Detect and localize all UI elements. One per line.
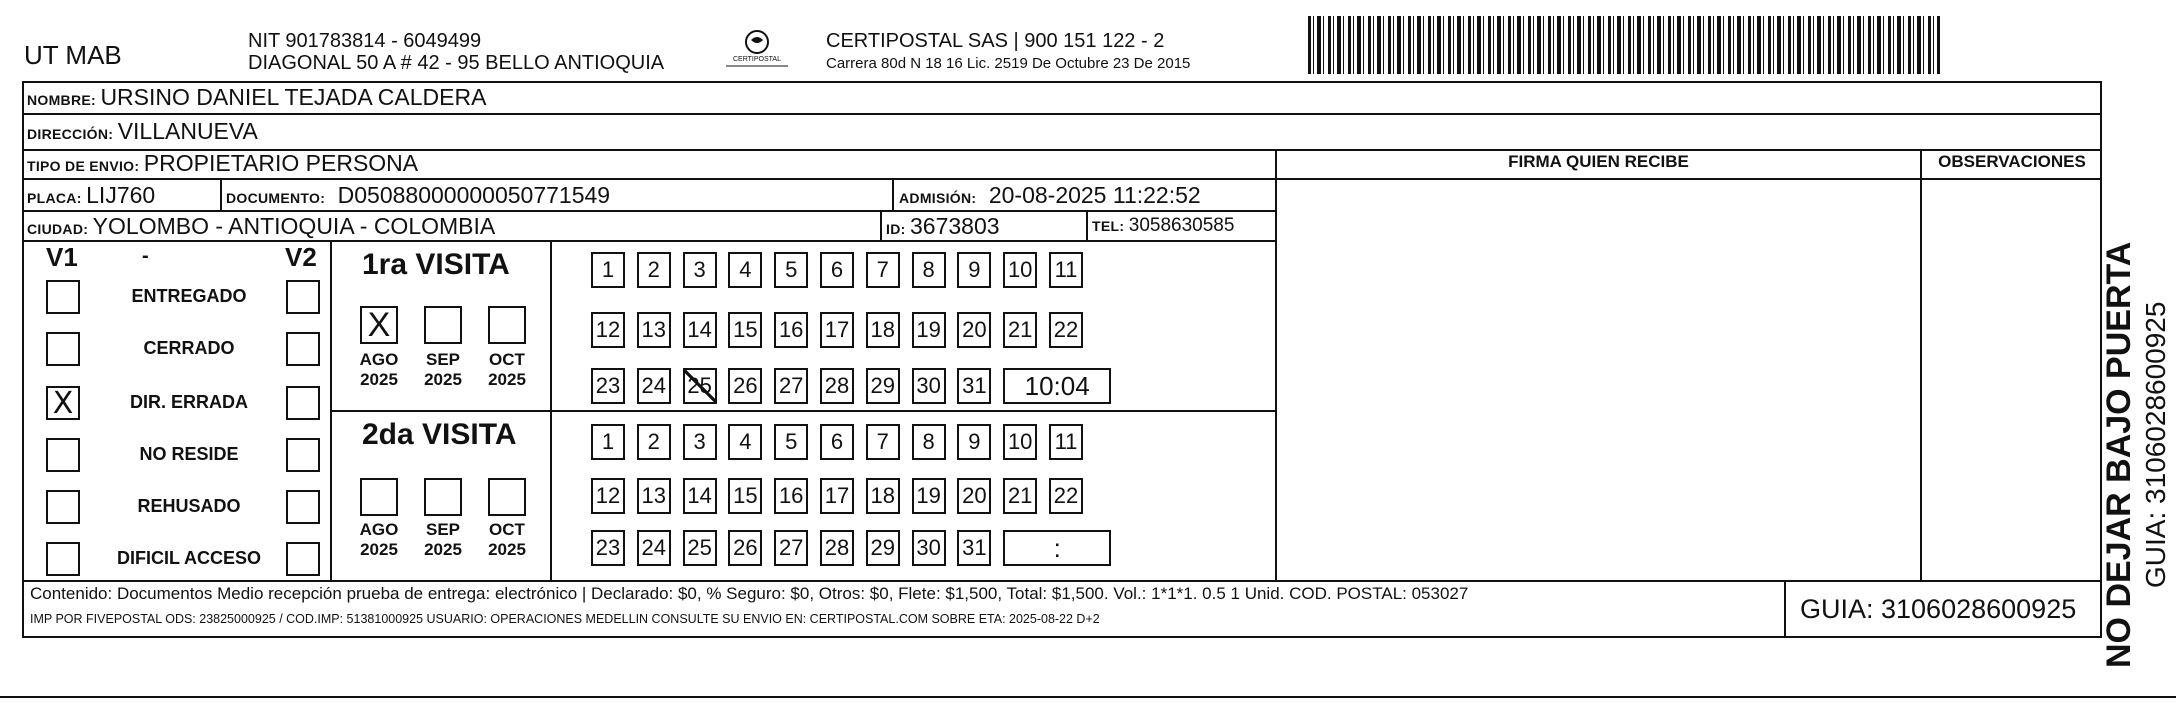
id-label: ID:: [886, 221, 906, 237]
status-label: DIFICIL ACCESO: [116, 548, 261, 568]
month-name: SEP: [425, 350, 461, 369]
day-box[interactable]: 12: [591, 312, 625, 348]
month-label: [350, 520, 408, 560]
month-year: 2025: [488, 370, 526, 389]
id-value: 3673803: [910, 213, 1000, 239]
day-box[interactable]: 13: [637, 478, 671, 514]
admision-label: ADMISIÓN:: [899, 190, 977, 206]
month-checkbox[interactable]: [488, 306, 526, 344]
v2-checkbox[interactable]: [286, 332, 320, 366]
documento-row: [226, 182, 610, 209]
day-box[interactable]: 16: [774, 312, 808, 348]
v2-checkbox[interactable]: [286, 438, 320, 472]
day-box[interactable]: 19: [912, 312, 946, 348]
certipostal-logo: [722, 28, 792, 76]
row-divider: [22, 580, 2102, 582]
tel-label: TEL:: [1092, 218, 1125, 234]
ciudad-value: YOLOMBO - ANTIOQUIA - COLOMBIA: [92, 213, 496, 239]
status-label: DIR. ERRADA: [129, 392, 248, 412]
day-box[interactable]: 4: [728, 424, 762, 460]
ciudad-label: CIUDAD:: [27, 221, 89, 237]
col-divider: [880, 211, 882, 241]
day-box[interactable]: 11: [1049, 252, 1083, 288]
day-box[interactable]: 27: [774, 368, 808, 404]
day-box[interactable]: 26: [728, 368, 762, 404]
day-box[interactable]: 26: [728, 530, 762, 566]
month-checkbox[interactable]: [360, 478, 398, 516]
day-box[interactable]: 3: [683, 252, 717, 288]
day-box[interactable]: 24: [637, 368, 671, 404]
day-box[interactable]: 15: [728, 312, 762, 348]
day-box[interactable]: 11: [1049, 424, 1083, 460]
day-box[interactable]: 10: [1003, 424, 1037, 460]
v1-checkbox[interactable]: [46, 332, 80, 366]
placa-label: PLACA:: [27, 190, 82, 206]
day-box[interactable]: 27: [774, 530, 808, 566]
id-row: [886, 213, 1000, 240]
status-label: NO RESIDE: [139, 444, 239, 464]
visita2-title: 2da VISITA: [362, 418, 517, 451]
company-name: UT MAB: [24, 40, 122, 70]
v1-checkbox[interactable]: [46, 490, 80, 524]
direccion-row: [27, 118, 258, 145]
day-box[interactable]: 6: [820, 424, 854, 460]
month-year: 2025: [424, 540, 462, 559]
row-divider: [1277, 178, 2102, 180]
day-box[interactable]: 31: [957, 368, 991, 404]
day-box[interactable]: 17: [820, 312, 854, 348]
day-box[interactable]: 7: [866, 252, 900, 288]
month-name: AGO: [359, 520, 399, 539]
day-box[interactable]: 20: [957, 478, 991, 514]
col-divider: [1086, 211, 1088, 241]
col-divider: [1920, 150, 1922, 581]
col-divider: [892, 179, 894, 211]
v2-checkbox[interactable]: [286, 386, 320, 420]
nombre-value: URSINO DANIEL TEJADA CALDERA: [100, 84, 487, 110]
nit-text: NIT 901783814 - 6049499: [248, 30, 482, 52]
month-label: [478, 350, 536, 390]
day-box[interactable]: 22: [1049, 478, 1083, 514]
documento-label: DOCUMENTO:: [226, 190, 326, 206]
time-box[interactable]: :: [1003, 530, 1111, 566]
row-divider: [22, 113, 2102, 115]
no-dejar-vertical: NO DEJAR BAJO PUERTA: [2100, 241, 2138, 668]
day-box[interactable]: 7: [866, 424, 900, 460]
day-box[interactable]: 29: [866, 530, 900, 566]
day-box[interactable]: 8: [912, 424, 946, 460]
day-box[interactable]: 25: [683, 530, 717, 566]
day-box[interactable]: 23: [591, 368, 625, 404]
v1-label: V1: [46, 242, 78, 272]
status-label: CERRADO: [143, 338, 235, 358]
month-label: [414, 350, 472, 390]
v2-checkbox[interactable]: [286, 490, 320, 524]
observaciones-header: OBSERVACIONES: [1938, 152, 2086, 171]
month-name: OCT: [489, 520, 525, 539]
month-year: 2025: [424, 370, 462, 389]
tipo-label: TIPO DE ENVIO:: [27, 158, 140, 174]
placa-row: [27, 182, 155, 209]
ciudad-row: [27, 213, 495, 240]
tipo-value: PROPIETARIO PERSONA: [143, 150, 419, 176]
v1-checkbox[interactable]: X: [46, 386, 80, 420]
logo-icon: [722, 28, 792, 76]
time-box[interactable]: 10:04: [1003, 368, 1111, 404]
day-box[interactable]: 14: [683, 312, 717, 348]
day-box[interactable]: 19: [912, 478, 946, 514]
footer-guia: GUIA: 3106028600925: [1800, 594, 2077, 624]
day-box[interactable]: 14: [683, 478, 717, 514]
admision-value: 20-08-2025 11:22:52: [988, 182, 1201, 208]
day-box[interactable]: 3: [683, 424, 717, 460]
day-box[interactable]: 22: [1049, 312, 1083, 348]
day-box[interactable]: 5: [774, 424, 808, 460]
v2-checkbox[interactable]: [286, 280, 320, 314]
day-box[interactable]: 1: [591, 252, 625, 288]
v1-checkbox[interactable]: [46, 280, 80, 314]
day-box[interactable]: 1: [591, 424, 625, 460]
month-year: 2025: [360, 370, 398, 389]
visita1-title: 1ra VISITA: [362, 248, 510, 281]
col-divider: [1784, 581, 1786, 638]
month-label: [414, 520, 472, 560]
direccion-label: DIRECCIÓN:: [27, 126, 114, 142]
day-box[interactable]: 4: [728, 252, 762, 288]
day-box[interactable]: 20: [957, 312, 991, 348]
logo-text: CERTIPOSTAL: [733, 56, 781, 63]
placa-value: LIJ760: [86, 182, 156, 208]
v1-checkbox[interactable]: [46, 438, 80, 472]
col-divider: [1275, 150, 1277, 581]
month-checkbox[interactable]: [424, 478, 462, 516]
day-box[interactable]: 23: [591, 530, 625, 566]
month-name: AGO: [359, 350, 399, 369]
month-year: 2025: [488, 540, 526, 559]
status-label: REHUSADO: [137, 496, 241, 516]
v2-checkbox[interactable]: [286, 542, 320, 576]
day-box[interactable]: 2: [637, 424, 671, 460]
day-box[interactable]: 5: [774, 252, 808, 288]
day-box[interactable]: 13: [637, 312, 671, 348]
month-label: [350, 350, 408, 390]
day-box[interactable]: 31: [957, 530, 991, 566]
admision-row: [899, 182, 1201, 209]
day-box[interactable]: 18: [866, 312, 900, 348]
day-box[interactable]: 21: [1003, 312, 1037, 348]
company-address: DIAGONAL 50 A # 42 - 95 BELLO ANTIOQUIA: [248, 52, 665, 74]
dash-label: -: [142, 245, 149, 267]
day-box[interactable]: 6: [820, 252, 854, 288]
status-label: ENTREGADO: [131, 286, 247, 306]
guia-vertical: GUIA: 3106028600925: [2140, 301, 2171, 588]
month-checkbox[interactable]: [424, 306, 462, 344]
day-box[interactable]: 25: [683, 368, 717, 404]
barcode: [1308, 16, 1940, 74]
day-box[interactable]: 28: [820, 530, 854, 566]
day-box[interactable]: 17: [820, 478, 854, 514]
tipo-row: [27, 150, 418, 177]
month-year: 2025: [360, 540, 398, 559]
day-box[interactable]: 16: [774, 478, 808, 514]
nombre-label: NOMBRE:: [27, 92, 96, 108]
firma-header: FIRMA QUIEN RECIBE: [1508, 152, 1689, 171]
day-box[interactable]: 28: [820, 368, 854, 404]
day-box[interactable]: 30: [912, 530, 946, 566]
day-box[interactable]: 9: [957, 252, 991, 288]
col-divider: [220, 179, 222, 211]
footer-imp: IMP POR FIVEPOSTAL ODS: 23825000925 / COD.IMP: 51381000925 USUARIO: OPERACIONES MEDELLIN CONSULTE SU ENVIO EN: CERTIPOSTAL.COM SOBRE ETA: 2025-08-22 D+2: [30, 612, 1100, 626]
certipostal-name: CERTIPOSTAL SAS | 900 151 122 - 2: [826, 30, 1165, 52]
day-box[interactable]: 15: [728, 478, 762, 514]
day-box[interactable]: 30: [912, 368, 946, 404]
visit-divider: [331, 410, 1275, 412]
day-box[interactable]: 8: [912, 252, 946, 288]
month-label: [478, 520, 536, 560]
direccion-value: VILLANUEVA: [117, 118, 258, 144]
month-checkbox[interactable]: X: [360, 306, 398, 344]
day-box[interactable]: 12: [591, 478, 625, 514]
day-box[interactable]: 29: [866, 368, 900, 404]
month-checkbox[interactable]: [488, 478, 526, 516]
certipostal-address: Carrera 80d N 18 16 Lic. 2519 De Octubre 23 De 2015: [826, 55, 1191, 72]
nombre-row: [27, 84, 486, 111]
month-name: SEP: [425, 520, 461, 539]
day-box[interactable]: 24: [637, 530, 671, 566]
day-box[interactable]: 10: [1003, 252, 1037, 288]
v2-label: V2: [285, 242, 317, 272]
tel-value: 3058630585: [1128, 215, 1235, 236]
day-box[interactable]: 2: [637, 252, 671, 288]
tel-row: [1092, 215, 1234, 237]
month-name: OCT: [489, 350, 525, 369]
bottom-rule: [0, 696, 2176, 698]
documento-value: D05088000000050771549: [337, 182, 611, 208]
footer-contenido: Contenido: Documentos Medio recepción prueba de entrega: electrónico | Declarado: $0, % Seguro: $0, Otros: $0, Flete: $1,500, Total: $1,500. Vol.: 1*1*1. 0.5 1 Unid. COD. POSTAL: 053027: [30, 584, 1469, 603]
day-box[interactable]: 21: [1003, 478, 1037, 514]
day-box[interactable]: 9: [957, 424, 991, 460]
v1-checkbox[interactable]: [46, 542, 80, 576]
day-box[interactable]: 18: [866, 478, 900, 514]
